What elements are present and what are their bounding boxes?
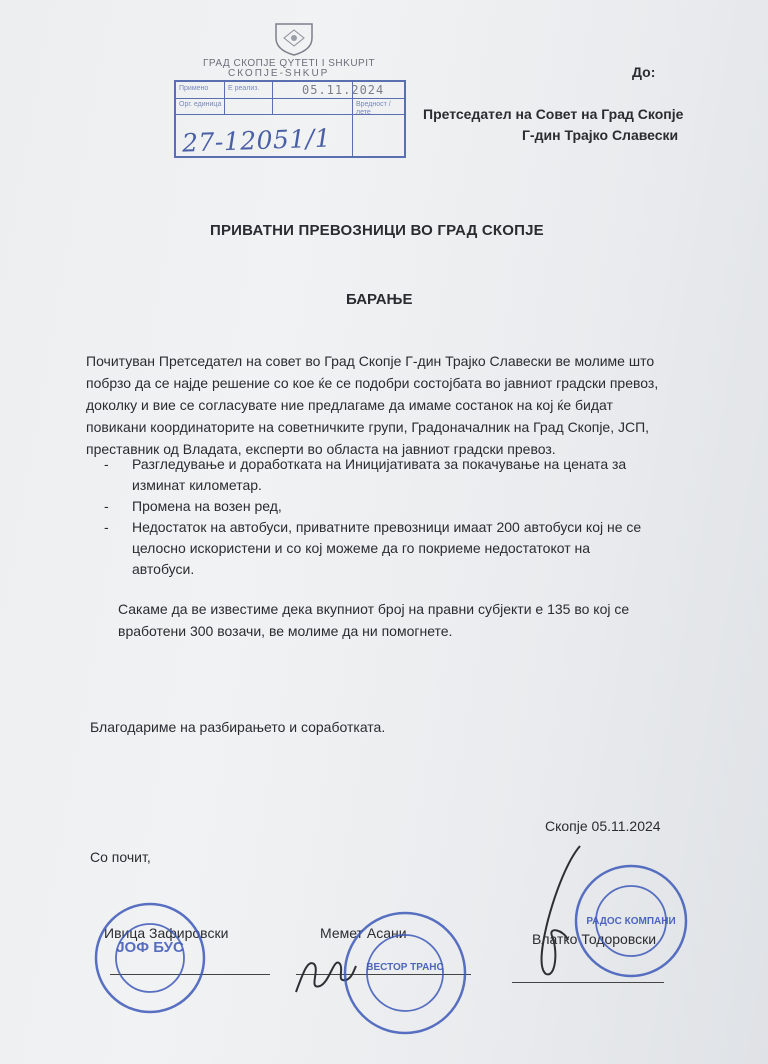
- regards: Со почит,: [90, 849, 151, 865]
- document-subtitle: БАРАЊЕ: [346, 291, 413, 308]
- city-name-bilingual: ГРАД СКОПЈЕ QYTETI I SHKUPIT: [203, 58, 376, 69]
- intro-paragraph: [86, 350, 706, 460]
- intro-line: повикани координаторите на советничките групи, Градоначалник на Град Скопје, ЈСП,: [86, 419, 650, 435]
- intro-line: преставник од Владата, експерти во областа на јавниот градски превоз.: [86, 441, 556, 457]
- signature-line-3: [512, 982, 664, 983]
- svg-text:ЈОФ БУС: ЈОФ БУС: [116, 939, 184, 956]
- company-stamp-3: [572, 862, 690, 980]
- closing-paragraph: Сакаме да ве известиме дека вкупниот број на правни субјекти е 135 во кој се вработени 300 возачи, ве молиме да ни помогнете.: [118, 601, 630, 639]
- company-stamp-2: [340, 908, 470, 1038]
- registry-stamp: [174, 80, 406, 158]
- svg-text:РАДОС КОМПАНИ: РАДОС КОМПАНИ: [586, 916, 676, 927]
- city-name-short: СКОПЈЕ-SHKUP: [228, 68, 330, 79]
- realised-label: Е реализ.: [228, 85, 260, 92]
- list-item: - Промена на возен ред,: [104, 496, 704, 517]
- list-item: - Разгледување и доработката на Иницијативата за покачување на цената за изминат километар.: [104, 456, 627, 493]
- intro-line: доколку и вие се согласувате ние предлагаме да имаме состанок на кој ќе бидат: [86, 397, 613, 413]
- document-title: ПРИВАТНИ ПРЕВОЗНИЦИ ВО ГРАД СКОПЈЕ: [210, 222, 544, 239]
- signatory-name-2: Мемет Асани: [320, 925, 407, 941]
- received-label: Примено: [179, 85, 209, 92]
- svg-text:ВЕСТОР ТРАНС: ВЕСТОР ТРАНС: [366, 962, 444, 973]
- recipient-name: Г-дин Трајко Славески: [522, 127, 679, 143]
- intro-line: побрзо да се најде решение со кое ќе се подобри состојбата во јавниот градски превоз,: [86, 375, 659, 391]
- city-crest-logo: [272, 20, 316, 56]
- request-list: [104, 454, 704, 580]
- bullet-marker: -: [104, 519, 109, 535]
- recipient-title: Претседател на Совет на Град Скопје: [423, 106, 684, 122]
- signatory-name-1: Ивица Зафировски: [104, 925, 229, 941]
- value-label: Вредност / лете: [356, 101, 391, 116]
- signatory-name-3: Влатко Тодоровски: [532, 931, 657, 947]
- place-date: Скопје 05.11.2024: [545, 818, 661, 834]
- intro-line: Почитуван Претседател на совет во Град Скопје Г-дин Трајко Славески ве молиме што: [86, 353, 655, 369]
- org-unit-label: Орг. единица: [179, 101, 222, 108]
- list-item: - Недостаток на автобуси, приватните превозници имаат 200 автобуси кој не се целосно искористени и со кој можеме да го покриеме недостатокот на автобуси.: [104, 519, 642, 577]
- bullet-marker: -: [104, 456, 109, 472]
- thanks-line: Благодариме на разбирањето и соработката.: [90, 719, 386, 735]
- to-label: До:: [632, 64, 656, 80]
- registry-number: 27-12051/1: [181, 123, 332, 158]
- bullet-marker: -: [104, 498, 109, 514]
- company-stamp-1: [92, 900, 208, 1016]
- registry-date: 05.11.2024: [302, 83, 385, 97]
